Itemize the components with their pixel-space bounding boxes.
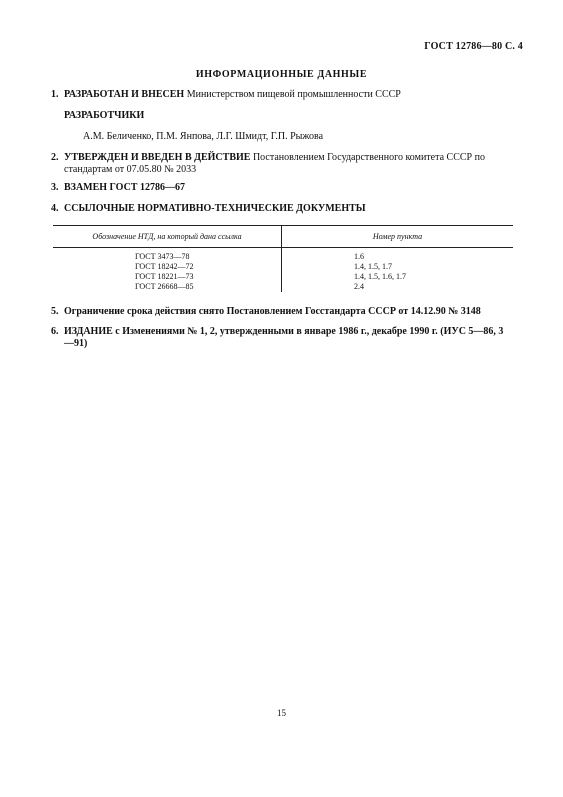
table-cell-clause: 1.4, 1.5, 1.6, 1.7 — [354, 271, 406, 281]
item-heading: УТВЕРЖДЕН И ВВЕДЕН В ДЕЙСТВИЕ — [64, 152, 251, 163]
table-cell-clause: 2.4 — [354, 281, 364, 291]
item-text: Министерством пищевой промышленности СССР — [184, 89, 401, 100]
column-header-clause: Номер пункта — [372, 232, 423, 241]
item-number: 6. — [51, 326, 59, 337]
table-cell-clause: 1.4, 1.5, 1.7 — [354, 261, 392, 271]
item-text: Ограничение срока действия снято Постановлением Госстандарта СССР от 14.12.90 № 3148 — [64, 306, 481, 317]
item-text: с Изменениями № 1, 2, утвержденными в январе 1986 г., декабре 1990 г. (ИУС 5—86, 3—91) — [64, 326, 504, 349]
table-row — [53, 252, 513, 262]
item-number: 4. — [51, 203, 59, 214]
item-heading: ССЫЛОЧНЫЕ НОРМАТИВНО-ТЕХНИЧЕСКИЕ ДОКУМЕНТЫ — [64, 203, 366, 214]
table-header-row — [53, 226, 513, 248]
column-header-document: Обозначение НТД, на который дана ссылка — [53, 226, 282, 248]
table-row — [53, 262, 513, 272]
reference-documents-table — [53, 225, 513, 292]
item-number: 2. — [51, 152, 59, 163]
item-number: 5. — [51, 306, 59, 317]
info-item-1 — [51, 89, 511, 101]
document-reference-header: ГОСТ 12786—80 С. 4 — [424, 41, 523, 52]
developers-names: А.М. Беличенко, П.М. Янпова, Л.Г. Шмидт, Г.П. Рыжова — [83, 131, 324, 142]
item-number: 1. — [51, 89, 59, 100]
table-cell-document: ГОСТ 3473—78 — [53, 252, 282, 262]
item-heading: ИЗДАНИЕ — [64, 326, 113, 337]
item-text: Постановлением Государственного комитета СССР по стандартам от 07.05.80 № 2033 — [64, 152, 485, 175]
section-title: ИНФОРМАЦИОННЫЕ ДАННЫЕ — [195, 69, 368, 80]
table-row — [53, 272, 513, 282]
table-cell-document: ГОСТ 18242—72 — [53, 262, 282, 272]
item-heading: ВЗАМЕН ГОСТ 12786—67 — [64, 182, 185, 193]
item-number: 3. — [51, 182, 59, 193]
info-item-5 — [51, 306, 511, 318]
item-heading: РАЗРАБОТАН И ВНЕСЕН — [64, 89, 185, 100]
table-cell-document: ГОСТ 26668—85 — [53, 282, 282, 292]
developers-heading: РАЗРАБОТЧИКИ — [64, 110, 145, 121]
info-item-6 — [51, 326, 511, 350]
info-item-3 — [51, 182, 511, 194]
table-cell-document: ГОСТ 18221—73 — [53, 272, 282, 282]
table-cell-clause: 1.6 — [354, 251, 364, 261]
info-item-2 — [51, 152, 511, 176]
page-number: 15 — [277, 708, 286, 718]
table-row — [53, 282, 513, 292]
info-item-4 — [51, 203, 511, 215]
